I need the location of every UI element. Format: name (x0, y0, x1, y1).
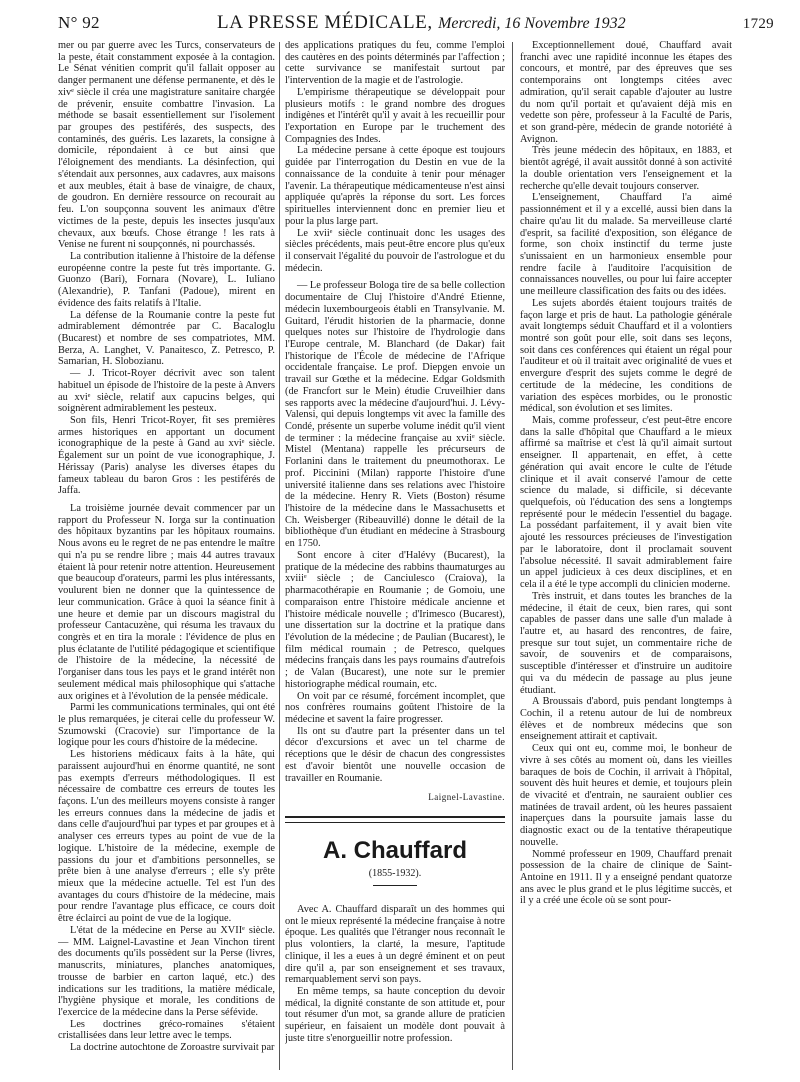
column-left (58, 40, 275, 1070)
journal-name: LA PRESSE MÉDICALE, (217, 12, 433, 33)
paragraph: Sont encore à citer d'Halévy (Bucarest), la pratique de la médecine des rabbins thaumaturges au xviiiᵉ siècle ; de Canciulesco (Craiova), la pharmacothérapie en Roumanie ; de Gomoiu, une comparaison entre l'histoire médicale ancienne et l'histoire médicale nouvelle ; d'Irimesco (Bucarest), une dissertation sur la doctrine et la pratique dans l'évolution de la médecine ; de Paulian (Bucarest), le film médical roumain ; de Petresco, quelques médecins français dans les pays roumains d'autrefois ; de Valan (Bucarest), une note sur le premier historiographe médical roumain, etc. (285, 549, 505, 690)
issue-date: Mercredi, 16 Novembre 1932 (438, 15, 626, 32)
page-number: 1729 (742, 16, 774, 32)
paragraph: Très jeune médecin des hôpitaux, en 1883, et bientôt agrégé, il avait aussitôt donné à son activité la double orientation vers l'enseignement et la recherche qu'elle devait toujours conserver. (520, 145, 732, 192)
paragraph: mer ou par guerre avec les Turcs, conservateurs de la peste, était constamment exposée à la contagion. Le Sénat vénitien comprit qu'il fallait opposer au danger permanent une défense permanente, et dès le xivᵉ siècle il créa une magistrature sanitaire chargée de prévenir, ensuite combattre l'invasion. La méthode se basait essentiellement sur l'isolement par groupes des pestiférés, des suspects, des contaminés, des guéris. Les lazarets, la consigne à domicile, répondaient à ce but ainsi que l'éloignement des mendiants. La désinfection, qui s'étendait aux personnes, aux cadavres, aux maisons et aux meubles, était à base de vinaigre, de chaux, de goudron. En dernière ressource on recourait au feu. L'on soupçonna souvent les animaux d'être victimes de la peste, depuis les insectes jusqu'aux chevaux, aux bœufs. Chose étrange ! les rats à Venise ne furent ni soupçonnés, ni pourchassés. (58, 40, 275, 251)
paragraph: Avec A. Chauffard disparaît un des hommes qui ont le mieux représenté la médecine française à notre époque. Les qualités que l'étranger nous reconnaît le plus volontiers, la clarté, la mesure, l'aptitude clinique, il les a eues à un degré éminent et on peut dire qu'il a, par son enseignement et ses travaux, remarquablement servi son pays. (285, 904, 505, 986)
paragraph: L'empirisme thérapeutique se développait pour plusieurs motifs : le grand nombre des drogues indigènes et l'intérêt qu'il y avait à les recueillir pour l'exportation en Europe par le truchement des Compagnies des Indes. (285, 86, 505, 145)
paragraph: Mais, comme professeur, c'est peut-être encore dans la salle d'hôpital que Chauffard a le mieux affirmé sa maîtrise et c'est là qu'il aimait surtout enseigner. Il appartenait, en effet, à cette génération qui avait encore le culte de l'étude clinique et il avait conservé l'amour de cette science du malade, si difficile, si décevante quelquefois, où l'éducation des sens a longtemps représenté pour le médecin l'essentiel du bagage. La possédant parfaitement, il y avait bien vite ajouté les ressources précieuses de l'investigation par le laboratoire, dont il proclamait souvent l'absolue nécessité. Il savait admirablement faire un appel judicieux à ces deux disciplines, et en cela il a été le type accompli du clinicien moderne. (520, 415, 732, 591)
paragraph: — J. Tricot-Royer décrivit avec son talent habituel un épisode de l'histoire de la peste à Anvers au xviᵉ siècle, relatif aux capucins belges, qui soignèrent admirablement les pesteux. (58, 368, 275, 415)
paragraph: En même temps, sa haute conception du devoir médical, la dignité constante de son attitude et, pour tout résumer d'un mot, sa grande allure de praticien supérieur, en faisaient un modèle dont pouvait à juste titre s'enorgueillir notre profession. (285, 986, 505, 1044)
paragraph: La contribution italienne à l'histoire de la défense européenne contre la peste fut très importante. G. Guonzo (Bari), Fornara (Novare), L. Iuliano (Alexandrie), P. Tanfani (Padoue), mirent en évidence des faits relatifs à l'Italie. (58, 250, 275, 309)
page-header (58, 12, 774, 36)
section-separator (285, 816, 505, 818)
paragraph: L'enseignement, Chauffard l'a aimé passionnément et il y a excellé, aussi bien dans la chaire qu'au lit du malade. Sa merveilleuse clarté d'esprit, sa facilité d'exposition, son élégance de forme, son choix instinctif du terme juste s'unissaient en un harmonieux ensemble pour rendre facile à l'auditoire l'acquisition de connaissances nouvelles, ou pour lui faire accepter une meilleure classification des faits ou des idées. (520, 192, 732, 298)
column-middle (285, 40, 505, 1070)
column-rule-right (512, 42, 513, 1070)
paragraph: La médecine persane à cette époque est toujours guidée par l'interrogation du Destin en vue de la connaissance de la conduite à tenir pour ménager l'avenir. La thérapeutique médicamenteuse n'est ainsi appliquée qu'après la réponse du sort. Les forces spirituelles interviennent donc en premier lieu et pour la plus large part. (285, 145, 505, 227)
paragraph: Le xviiᵉ siècle continuait donc les usages des siècles précédents, mais peut-être encore plus qu'eux il conservait l'égalité du pouvoir de l'astrologue et du médecin. (285, 227, 505, 274)
obituary-title: A. Chauffard (323, 837, 467, 864)
paragraph: Exceptionnellement doué, Chauffard avait franchi avec une rapidité inconnue les étapes des concours, et montré, par des épreuves que ses contemporains ont longtemps citées avec admiration, qu'il serait capable d'ajouter au lustre du nom qu'il portait et qu'avaient déjà mis en vedette son père, professeur à la Faculté de Paris, et son grand-père, médecin de grande notoriété à Avignon. (520, 40, 732, 145)
paragraph: Parmi les communications terminales, qui ont été le plus remarquées, je citerai celle du professeur W. Szumowski (Cracovie) sur l'importance de la logique pour les cours d'histoire de la médecine. (58, 702, 275, 749)
paragraph: Les doctrines gréco-romaines s'étaient cristallisées dans leur lettre avec le temps. (58, 1018, 275, 1042)
paragraph: Les historiens médicaux faits à la hâte, qui paraissent aujourd'hui en énorme quantité, ne sont pas exempts d'erreurs méthodologiques. Il est nécessaire de combattre ces erreurs de toutes les façons. L'un des meilleurs moyens consiste à ranger les erreurs connues dans la médecine de jadis et dans celle d'aujourd'hui par types et par groupes et à analyser ces erreurs types au point de vue de la logique. L'histoire de la médecine, exemple de passions du jour et d'ambitions personnelles, se prête bien à une analyse d'erreurs ; elle s'y prête mieux que la médecine actuelle. Tel est l'un des avantages du cours d'histoire de la médecine, mais pour rendre l'avantage plus efficace, ce cours doit être éclairci au point de vue de la logique. (58, 749, 275, 925)
article-signature: Laignel-Lavastine. (428, 792, 505, 803)
column-rule-left (279, 42, 280, 1070)
paragraph: La doctrine autochtone de Zoroastre survivait par (70, 1042, 275, 1054)
paragraph: Très instruit, et dans toutes les branches de la médecine, il était de ceux, bien rares, qui sont capables de passer dans une salle d'un malade à l'autre et, au hasard des rencontres, de faire, presque sur tout sujet, un commentaire riche de savoir, de souvenirs et de comparaisons, susceptible d'intéresser et d'instruire un auditoire qui va du médecin de passage au plus jeune étudiant. (520, 590, 732, 696)
paragraph: On voit par ce résumé, forcément incomplet, que nos confrères roumains goûtent l'histoire de la médecine et savent la faire progresser. (285, 690, 505, 725)
issue-number: N° 92 (58, 13, 100, 32)
paragraph: Son fils, Henri Tricot-Royer, fit ses premières armes historiques en apportant un document iconographique de la peste à Gand au xviᵉ siècle. Également sur un point de vue iconographique, J. Hérissay (Paris) analyse les diverses étapes du fameux tableau du baron Gros : les pestiférés de Jaffa. (58, 415, 275, 497)
obituary-years: (1855-1932). (368, 868, 422, 879)
paragraph: Ils ont su d'autre part la présenter dans un tel décor d'excursions et avec un tel charme de réceptions que le désir de chacun des congressistes est d'avoir bientôt une nouvelle occasion de travailler en Roumanie. (285, 725, 505, 784)
journal-title-line (217, 12, 626, 34)
paragraph: Nommé professeur en 1909, Chauffard prenait possession de la chaire de clinique de Saint-Antoine en 1911. Il y a enseigné pendant quatorze ans avec le plus grand et le plus légitime succès, et il y a créé une école où se sont pour- (520, 848, 732, 907)
paragraph: Les sujets abordés étaient toujours traités de façon large et pris de haut. La pathologie générale avait longtemps séduit Chauffard et il a volontiers montré son goût pour elle, soit dans ses leçons, soit dans ces conférences qui étaient un régal pour l'auditeur et où il traitait avec originalité de vues et envergure d'esprit des sujets comme le degré de certitude de la médecine, les conditions de variation des espèces morbides, ou le pronostic médical, son évolution et ses limites. (520, 297, 732, 415)
title-underline (373, 885, 417, 886)
paragraph: — Le professeur Bologa tire de sa belle collection documentaire de Cluj l'histoire d'André Etienne, médecin luxembourgeois établi en Transylvanie. M. Guitard, l'érudit historien de la pharmacie, donne quelques notes sur l'histoire de l'hydrologie dans l'Europe centrale, M. Blanchard (de Dakar) fait l'historique de l'École de médecine de l'Afrique occidentale française. Le prof. Diepgen envoie un travail sur Gœthe et la médecine. Edgar Goldsmith (de Francfort sur le Mein) étudie Cruveilhier dans ses rapports avec la médecine d'aujourd'hui. J. Lévy-Valensi, qui depuis longtemps vit avec la famille des Condé, présente un superbe volume inédit qu'il vient de terminer : la médecine française au xviiᵉ siècle. Mistel (Mentana) rappelle les précurseurs de Forlanini dans le traitement du pneumothorax. Le prof. Piccinini (Milan) rapporte l'histoire d'une université italienne dans ses relations avec l'histoire de la médecine. Henry R. Viets (Boston) résume l'histoire de la médecine dans le Massachusetts et Ch. Weisberger (Ribeauvillé) donne le détail de la bibliothèque d'un étudiant en médecine à Strasbourg en 1750. (285, 280, 505, 550)
section-separator-thin (285, 822, 505, 823)
column-right (520, 40, 732, 1070)
paragraph: La troisième journée devait commencer par un rapport du Professeur N. Iorga sur la continuation des hôpitaux byzantins par les hôpitaux roumains. Nous avons eu le regret de ne pas entendre le maître qui n'a pu se rendre libre ; mais 44 autres travaux étaient là pour retenir notre attention. Heureusement que beaucoup d'orateurs, parmi les plus intéressants, voulurent bien ne donner que la quintessence de leur communication. Grâce à quoi la séance finit à une heure et demie par un discours magistral du professeur Cantacuzène, qui résuma les travaux du congrès et en tira la morale : l'évidence de plus en plus éclatante de l'utilité pédagogique et scientifique de l'histoire de la médecine, la nécessité de l'organiser dans tous les pays et le grand intérêt non seulement médical mais philosophique qui s'attache aux origines et à l'évolution de la pensée médicale. (58, 503, 275, 702)
paragraph: Ceux qui ont eu, comme moi, le bonheur de vivre à ses côtés au moment où, dans les vieilles baraques de bois de Cochin, il arrivait à l'hôpital, souvent dès huit heures et demie, et toujours plein de vivacité et d'entrain, ne sauraient oublier ces matinées de travail ardent, où les heures passaient inaperçues dans la poursuite jamais lasse du diagnostic exact ou de la tentative thérapeutique nouvelle. (520, 743, 732, 848)
paragraph: A Broussais d'abord, puis pendant longtemps à Cochin, il a retenu autour de lui de nombreux élèves et de nombreux médecins que son enseignement attirait et captivait. (520, 696, 732, 743)
paragraph: L'état de la médecine en Perse au XVIIᵉ siècle. — MM. Laignel-Lavastine et Jean Vinchon tirent des documents qu'ils possèdent sur la Perse (livres, manuscrits, miniatures, planches anatomiques, trousse de barbier en carton laqué, etc.) des indications sur les traditions, la matière médicale, l'hygiène physique et morale, les conditions de l'exercice de la médecine dans la Perse séfévide. (58, 924, 275, 1018)
paragraph: La défense de la Roumanie contre la peste fut admirablement démontrée par C. Bacaloglu (Bucarest) et nombre de ses compatriotes, MM. Berza, A. Langhet, V. Panaitesco, Z. Petresco, P. Samarian, H. Slobozianu. (58, 309, 275, 368)
paragraph: des applications pratiques du feu, comme l'emploi des cautères en des points déterminés par l'affection ; cette survivance se manifestait surtout par l'intervention de la magie et de l'astrologie. (285, 40, 505, 87)
